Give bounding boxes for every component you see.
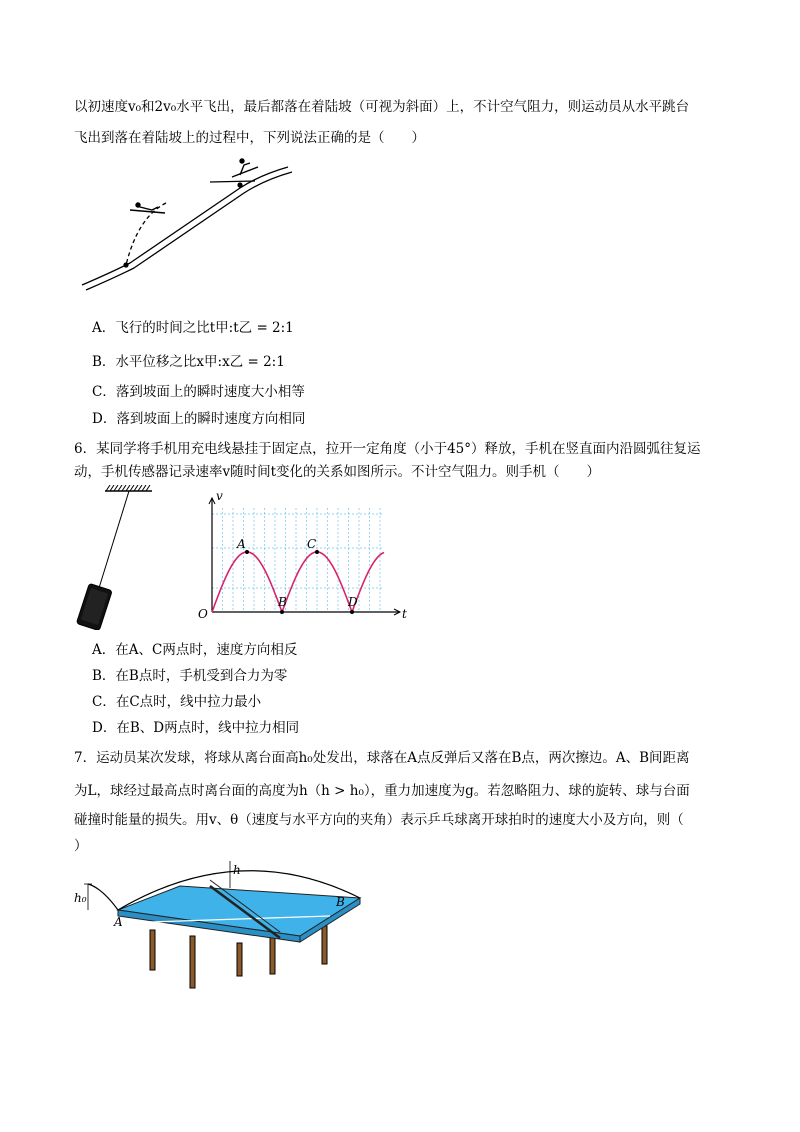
option-a: A．飞行的时间之比t甲:t乙 = 2:1 (92, 320, 294, 336)
label-a: A (237, 537, 246, 551)
q7-stem-line2: 为L，球经过最高点时离台面的高度为h（h > h₀），重力加速度为g。若忽略阻力、球的旋转、球与台面 (74, 783, 690, 799)
option-d: D．在B、D两点时，线中拉力相同 (92, 720, 300, 736)
option-b: B．在B点时，手机受到合力为零 (92, 668, 288, 684)
table-tennis-figure (70, 858, 370, 1003)
option-c: C．落到坡面上的瞬时速度大小相等 (92, 384, 305, 400)
y-axis-label: v (216, 490, 223, 503)
point-d (350, 610, 354, 614)
q7-stem-line3: 碰撞时能量的损失。用v、θ（速度与水平方向的夹角）表示乒乓球离开球拍时的速度大小及方向，则（ (74, 812, 684, 828)
phone-icon (76, 583, 112, 630)
phone-pendulum-figure (72, 485, 157, 630)
option-b: B．水平位移之比x甲:x乙 = 2:1 (92, 354, 285, 370)
origin-label: O (198, 607, 208, 621)
q7-stem-line4: ） (74, 838, 88, 854)
label-b: B (278, 595, 287, 609)
q6-stem-line1: 6．某同学将手机用充电线悬挂于固定点，拉开一定角度（小于45°）释放，手机在竖直面内沿圆弧往复运 (74, 441, 701, 457)
option-a: A．在A、C两点时，速度方向相反 (92, 642, 298, 658)
q7-stem-line1: 7．运动员某次发球，将球从离台面高h₀处发出，球落在A点反弹后又落在B点，两次擦边。A、B间距离 (74, 750, 690, 766)
q5-stem-line2: 飞出到落在着陆坡上的过程中，下列说法正确的是（ ） (74, 130, 425, 146)
velocity-time-graph (190, 490, 410, 630)
label-c: C (307, 537, 317, 551)
option-d: D．落到坡面上的瞬时速度方向相同 (92, 411, 306, 427)
q5-stem-line1: 以初速度v₀和2v₀水平飞出，最后都落在着陆坡（可视为斜面）上，不计空气阻力，则运动员从水平跳台 (74, 99, 690, 115)
ski-jump-figure (80, 155, 295, 295)
q6-stem-line2: 动，手机传感器记录速率v随时间t变化的关系如图所示。不计空气阻力。则手机（ ） (74, 464, 601, 480)
label-h0: h₀ (74, 891, 87, 905)
label-a: A (114, 915, 123, 929)
skier-icon (232, 159, 258, 177)
label-h: h (233, 863, 241, 877)
x-axis-label: t (402, 607, 407, 621)
label-b: B (336, 895, 345, 909)
option-c: C．在C点时，线中拉力最小 (92, 694, 262, 710)
speed-curve (212, 552, 384, 612)
point-b (280, 610, 284, 614)
skier-icon (130, 203, 165, 213)
label-d: D (348, 595, 358, 609)
